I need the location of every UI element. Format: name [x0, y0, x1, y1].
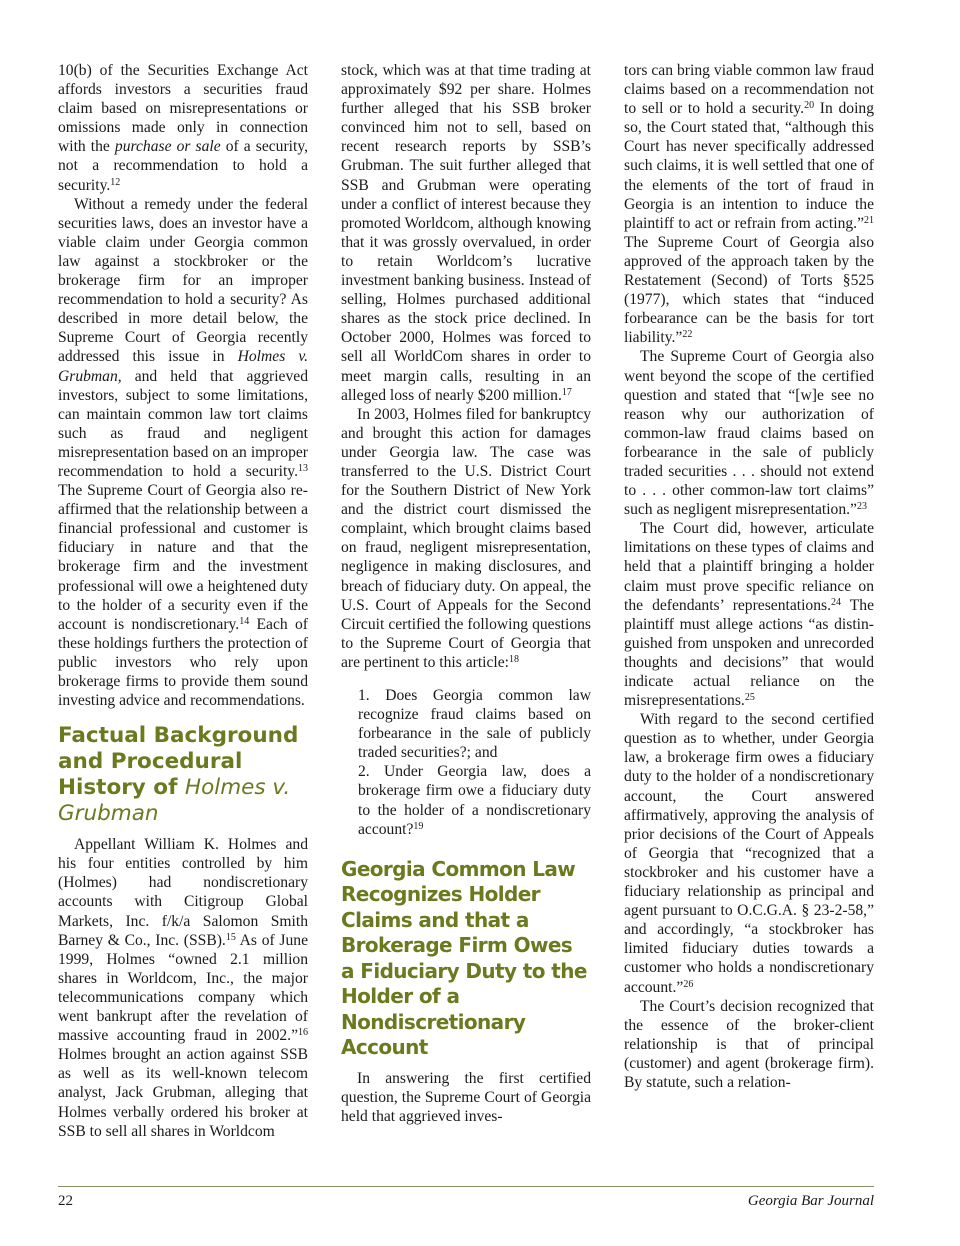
footnote-ref: 25 [744, 692, 755, 704]
emphasis-text: purchase or sale [114, 138, 221, 156]
footnote-ref: 15 [225, 931, 236, 943]
paragraph [624, 347, 874, 519]
paragraph [341, 61, 591, 405]
text-run: The plaintiff must allege actions “as distinguished from unspoken and unrecorded thoughts and decisions” that would indicate actual reliance on the misrepresentations. [624, 596, 874, 710]
footnote-ref: 22 [682, 329, 693, 341]
paragraph [624, 519, 874, 710]
text-run: of a security, not a recommendation to hold a security. [58, 138, 309, 194]
footnote-ref: 13 [298, 462, 308, 474]
paragraph [624, 61, 874, 347]
certified-questions-list [341, 686, 591, 839]
text-run: As of June 1999, Holmes “owned 2.1 million shares in Worldcom, Inc., the major telecommunications company which went bankrupt after the revelation of massive accounting fraud in 2002.” [58, 931, 308, 1045]
text-run: The Court did, however, articulate limitations on these types of claims and held that a plaintiff bringing a holder claim must prove specific reliance on the defendants’ representations. [624, 520, 874, 614]
heading-text: Factual Background and Procedural History of [58, 723, 299, 801]
text-run: In answering the first certified question, the Supreme Court of Georgia held that aggrieved inves- [341, 1069, 591, 1125]
paragraph [624, 997, 874, 1092]
question-text: 2. Under Georgia law, does a brokerage firm owe a fiduciary duty to the holder of a nondiscretionary account? [358, 763, 591, 838]
footnote-ref: 16 [298, 1027, 308, 1039]
footnote-ref: 19 [413, 820, 424, 832]
footnote-ref: 12 [110, 176, 121, 188]
text-run: Without a remedy under the federal securities laws, does an investor have a viable claim under Georgia common law against a stockbroker or the brokerage firm for an improper recommendation to hold a security? As described in more detail below, the Supreme Court of Georgia recently addressed this issue in [58, 195, 308, 366]
footnote-ref: 20 [804, 100, 815, 112]
paragraph [341, 1069, 591, 1126]
column-2 [341, 61, 591, 1126]
footnote-ref: 21 [864, 214, 874, 226]
footnote-ref: 23 [856, 501, 867, 513]
heading-case-name: Holmes v. Grubman [58, 775, 291, 827]
footnote-ref: 17 [561, 386, 572, 398]
text-run: The Supreme Court of Georgia also approved of the approach taken by the Restatement (Second) of Torts §525 (1977), which states that “induced forbearance can be the basis for tort liability.” [624, 233, 874, 347]
section-heading [58, 723, 308, 827]
text-run: Each of these holdings furthers the protection of public investors who rely upon brokerage firms to provide them sound investing advice and recommendations. [58, 615, 308, 710]
text-run: tors can bring viable common law fraud claims based on a recommendation not to sell or to hold a security. [624, 62, 874, 118]
footer-divider [58, 1186, 874, 1187]
footnote-ref: 24 [831, 596, 841, 608]
page-number: 22 [58, 1193, 73, 1209]
case-name: Holmes v. Grubman, [58, 348, 308, 385]
list-item [358, 686, 591, 762]
section-heading: Georgia Common Law Recognizes Holder Claims and that a Brokerage Firm Owes a Fiduciary Duty to the Holder of a Nondiscretionary Account [341, 856, 587, 1060]
text-run: The Supreme Court of Georgia also went beyond the scope of the certified question and stated that “[w]e see no reason why our authorization of common-law fraud claims based on forbearance in the sale of publicly traded securities . . . should not extend to . . . other common-law tort claims” such as negligent misrepresentation.” [624, 348, 874, 519]
text-run: 10(b) of the Securities Exchange Act affords investors a securities fraud claim based on misrepresentations or omissions made only in connection with the [58, 62, 308, 156]
footnote-ref: 26 [683, 978, 694, 990]
text-run: Holmes brought an action against SSB as well as its well-known telecom analyst, Jack Grubman, alleging that Holmes verbally ordered his broker at SSB to sell all shares in Worldcom [58, 1046, 308, 1140]
journal-name: Georgia Bar Journal [747, 1193, 874, 1209]
text-run: With regard to the second certified question as to whether, under Georgia law, a brokerage firm owes a fiduciary duty to the holder of a nondiscretionary account, the Court answered affirmatively, approving the analysis of prior decisions of the Court of Appeals of Georgia that “recognized that a stockbroker and his customer have a fiduciary relationship as principal and agent pursuant to O.C.G.A. § 23-2-58,” and accordingly, “a stockbroker has limited fiduciary duties towards a customer who holds a nondiscretionary account.” [624, 711, 874, 996]
column-3 [624, 61, 874, 1092]
text-run: stock, which was at that time trading at approximately $92 per share. Holmes further alleged that his SSB broker convinced him not to sell, based on recent research reports by SSB’s Grubman. The suit further alleged that SSB and Grubman were operating under a conflict of interest because they promoted Worldcom, although knowing that it was grossly overvalued, in order to retain Worldcom’s lucrative investment banking business. Instead of selling, Holmes purchased additional shares as the stock price declined. In October 2000, Holmes was forced to sell all WorldCom shares in order to meet margin calls, resulting in an alleged loss of nearly $200 million. [341, 62, 591, 404]
paragraph [58, 61, 308, 195]
list-item [358, 762, 591, 838]
column-1 [58, 61, 308, 1141]
paragraph [341, 405, 591, 672]
footnote-ref: 14 [239, 615, 250, 627]
text-run: In 2003, Holmes filed for bankruptcy and brought this action for damages under Georgia law. The case was transferred to the U.S. District Court for the Southern District of New York and the district court dismissed the complaint, which brought claims based on fraud, negligent misrepresentation, negligence in making disclosures, and breach of fiduciary duty. On appeal, the U.S. Court of Appeals for the Second Circuit certified the following questions to the Supreme Court of Georgia that are pertinent to this article: [341, 405, 591, 671]
text-run: and held that aggrieved investors, subject to some limitations, can maintain common law tort claims such as fraud and negligent misrepresentation based on an improper recommendation to hold a security. [58, 367, 308, 480]
text-run: In doing so, the Court stated that, “although this Court has never specifically addressed such claims, it is well settled that one of the elements of the tort of fraud in Georgia is an intention to induce the plaintiff to act or refrain from acting.” [624, 100, 874, 232]
text-run: The Supreme Court of Georgia also re-affirmed that the relationship between a financial professional and customer is fiduciary in nature and that the brokerage firm and the investment professional will owe a heightened duty to the holder of a security even if the account is nondiscretionary. [58, 482, 308, 633]
question-text: 1. Does Georgia common law recognize fraud claims based on forbearance in the sale of publicly traded securities?; and [358, 687, 591, 762]
paragraph [624, 710, 874, 996]
text-run: The Court’s decision recognized that the essence of the broker-client relationship is that of principal (customer) and agent (brokerage firm). By statute, such a relation- [624, 997, 874, 1091]
text-run: Appellant William K. Holmes and his four entities controlled by him (Holmes) had nondiscretionary accounts with Citigroup Global Markets, Inc. f/k/a Salomon Smith Barney & Co., Inc. (SSB). [58, 836, 308, 949]
paragraph [58, 195, 308, 711]
paragraph [58, 835, 308, 1141]
footnote-ref: 18 [509, 653, 519, 665]
